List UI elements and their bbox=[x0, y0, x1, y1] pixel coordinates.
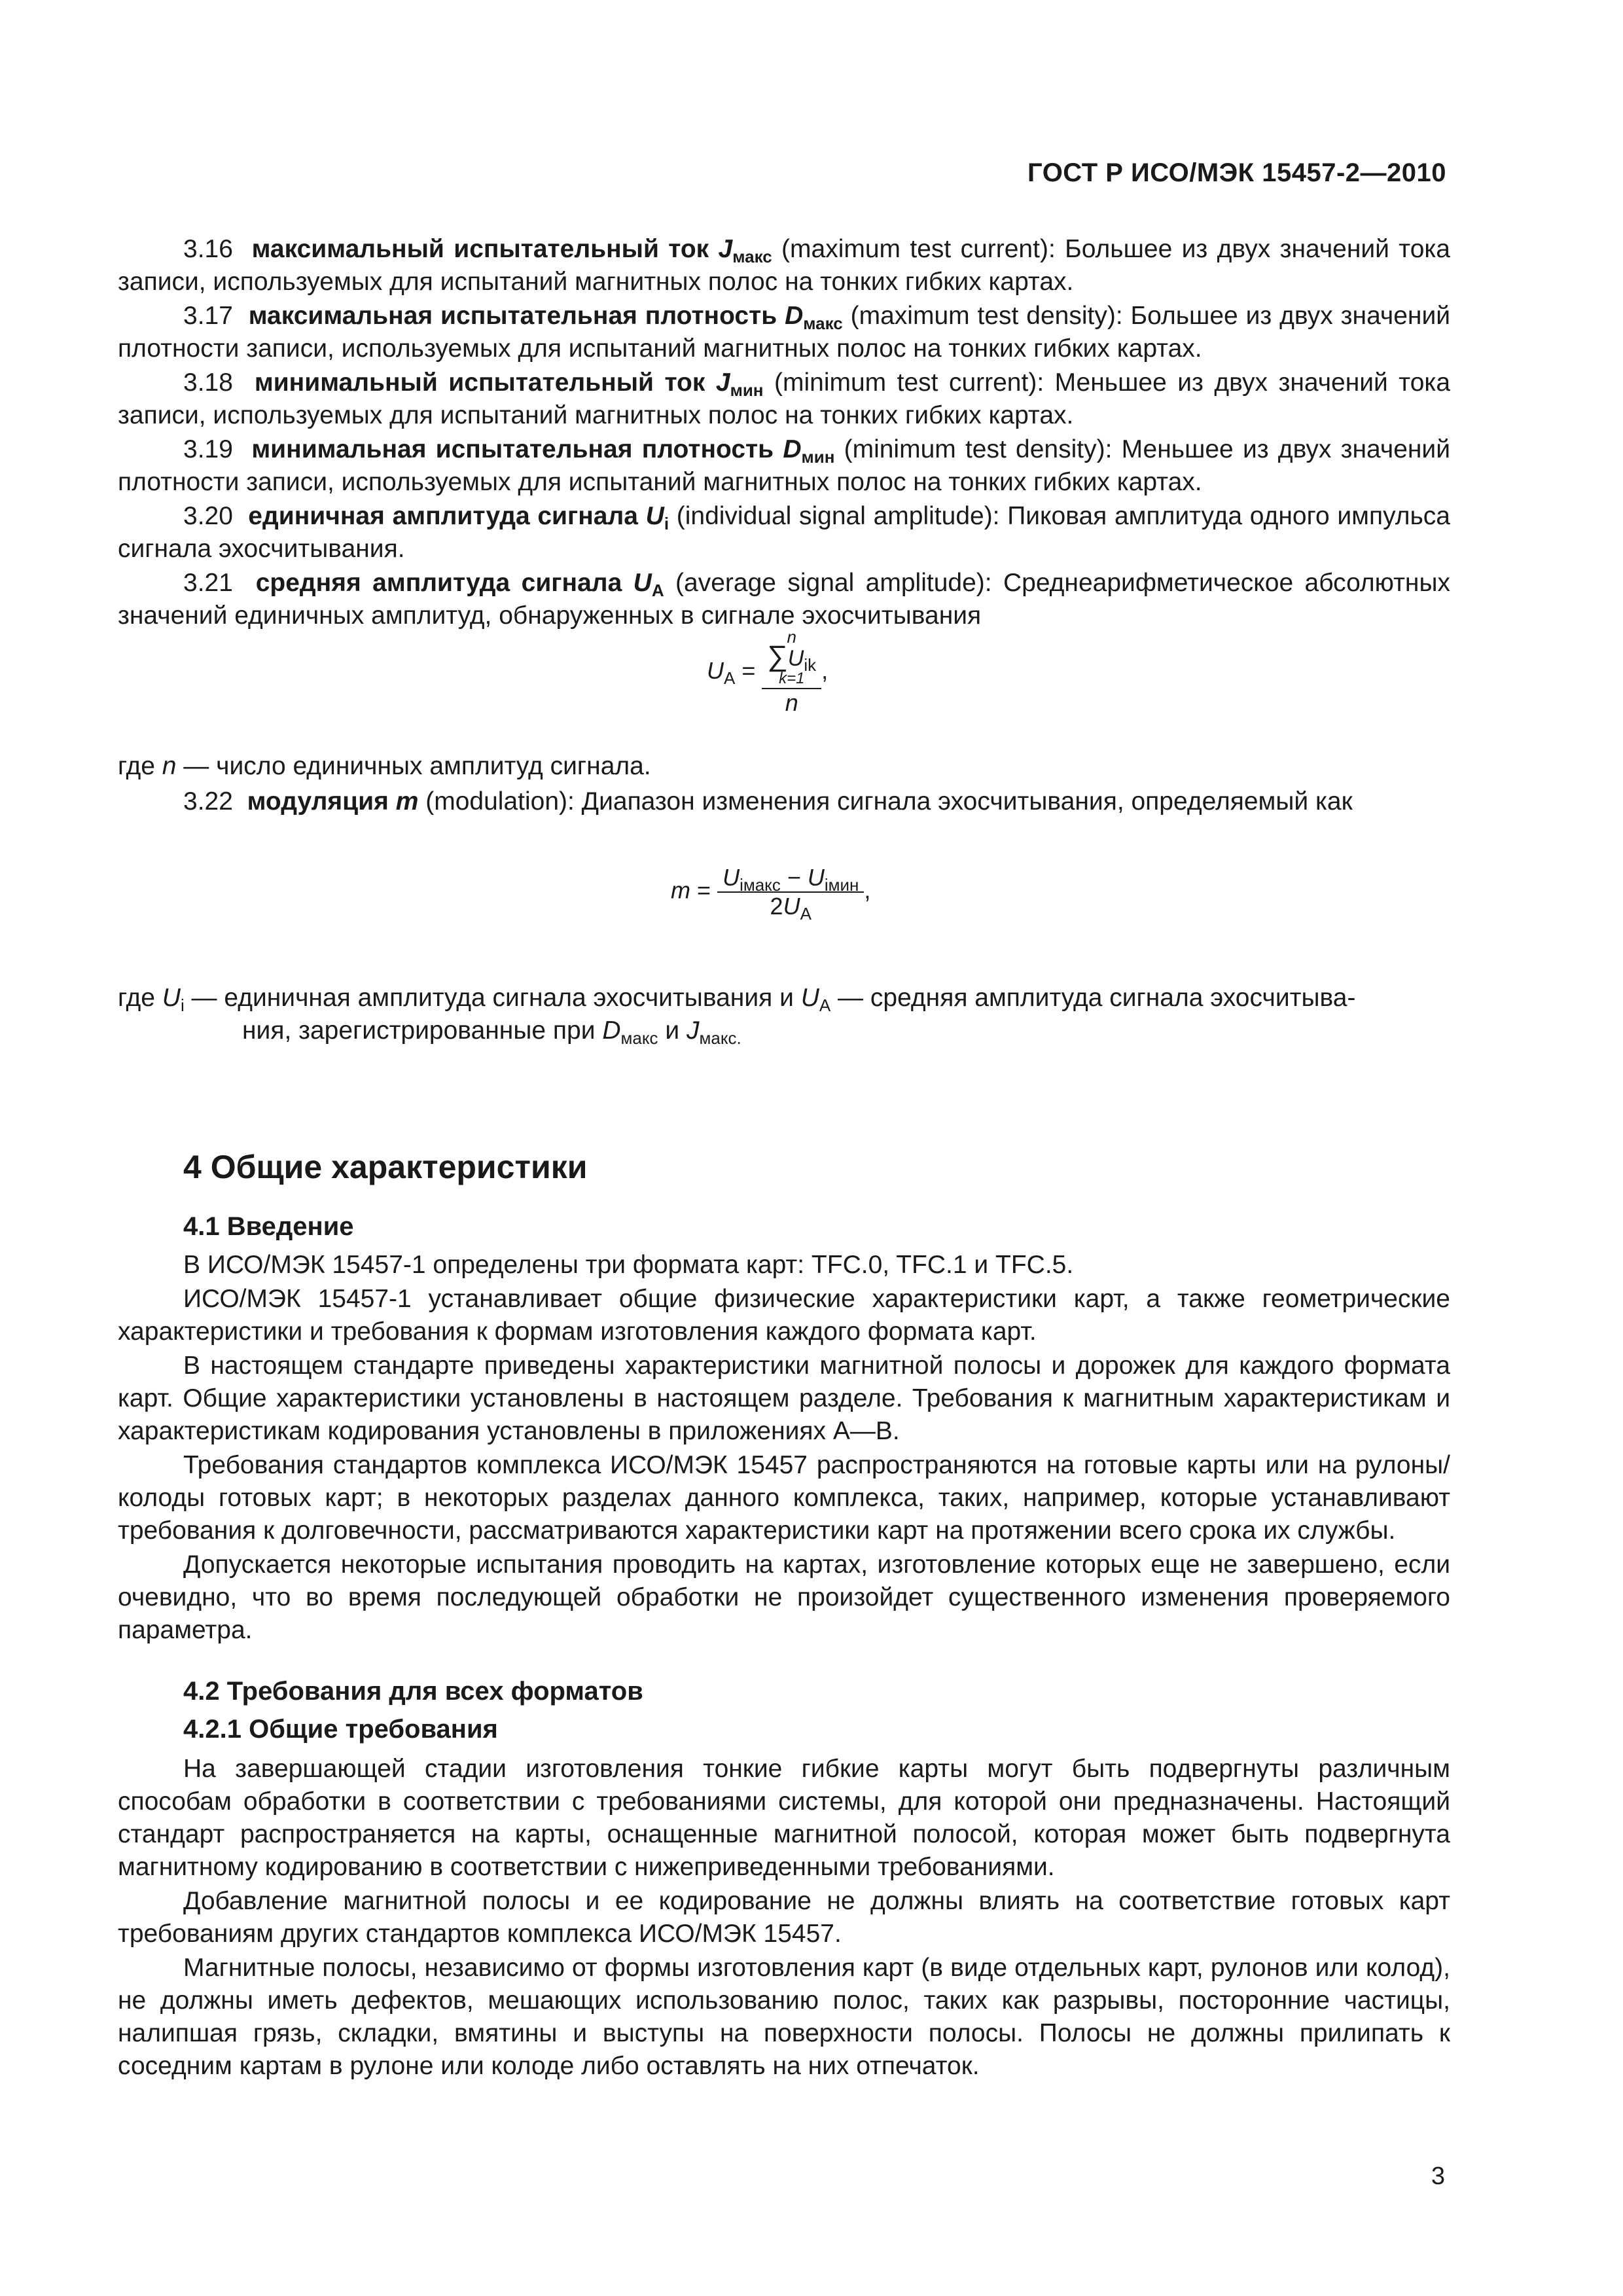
definition-3-21: 3.21 средняя амплитуда сигнала $U_A$ (average signal amplitude): Среднеарифметическое абсолютных значений единичных амплитуд, обнаруженных в сигнале эхосчитывания bbox=[118, 569, 1450, 630]
section-4-2-1-text bbox=[118, 1753, 1450, 2083]
paragraph: В ИСО/МЭК 15457-1 определены три формата карт: TFC.0, TFC.1 и TFC.5. bbox=[183, 1251, 1074, 1279]
document-header: ГОСТ Р ИСО/МЭК 15457-2—2010 bbox=[1027, 158, 1446, 187]
paragraph: Допускается некоторые испытания проводить на картах, изготовление которых еще не завершено, если очевидно, что во время последующей обработки не произойдет существенного изменения проверяемого параметра. bbox=[118, 1551, 1450, 1644]
definition-3-19: 3.19 минимальная испытательная плотность $D_{мин}$ (minimum test density): Меньшее из двух значений плотности записи, используемых для испытаний магнитных полос на тонких гибких картах. bbox=[118, 435, 1450, 496]
paragraph: Требования стандартов комплекса ИСО/МЭК 15457 распространяются на готовые карты или на рулоны/колоды готовых карт; в некоторых разделах данного комплекса, таких, например, которые устанавливают требования к долговечности, рассматриваются характеристики карт на протяжении всего срока их службы. bbox=[118, 1451, 1450, 1545]
formula-modulation: m = $\frac{U_{iмакс} - U_{iмин}}{2U_A}$ , bbox=[671, 864, 871, 924]
definition-3-18: 3.18 минимальный испытательный ток $J_{мин}$ (minimum test current): Меньшее из двух значений тока записи, используемых для испытаний магнитных полос на тонких гибких картах. bbox=[118, 368, 1451, 429]
paragraph: На завершающей стадии изготовления тонкие гибкие карты могут быть подвергнуты различным способам обработки в соответствии с требованиями системы, для которой они предназначены. Настоящий стандарт распространяется на карты, оснащенные магнитной полосой, которая может быть подвергнута магнитному кодированию в соответствии с нижеприведенными требованиями. bbox=[118, 1755, 1450, 1881]
formula-fraction: n $\sum U_{ik}$ k=1 n bbox=[762, 628, 821, 717]
where-note-2: где $U_i$ — единичная амплитуда сигнала эхосчитывания и $U_A$ — средняя амплитуда сигнала эхосчитыва- ния, зарегистрированные при $D_{макс}$ и $J_{макс.}$ bbox=[118, 984, 1356, 1048]
formula-fraction: $\frac{U_{iмакс} - U_{iмин}}{2U_A}$ bbox=[717, 864, 864, 920]
definition-3-16: 3.16 максимальный испытательный ток $J_{макс}$ (maximum test current): Большее из двух значений тока записи, используемых для испытаний магнитных полос на тонких гибких картах. bbox=[118, 235, 1450, 296]
section-4-2-heading: 4.2 Требования для всех форматов bbox=[183, 1677, 643, 1706]
paragraph: ИСО/МЭК 15457-1 устанавливает общие физические характеристики карт, а также геометрические характеристики и требования к формам изготовления каждого формата карт. bbox=[118, 1285, 1450, 1346]
paragraph: Магнитные полосы, независимо от формы изготовления карт (в виде отдельных карт, рулонов или колод), не должны иметь дефектов, мешающих использованию полос, таких как разрывы, посторонние частицы, налипшая грязь, складки, вмятины и выступы на поверхности полосы. Полосы не должны прилипать к соседним картам в рулоне или колоде либо оставлять на них отпечаток. bbox=[118, 1954, 1450, 2080]
section-4-2-1-heading: 4.2.1 Общие требования bbox=[183, 1715, 498, 1744]
paragraph: Добавление магнитной полосы и ее кодирование не должны влиять на соответствие готовых карт требованиям других стандартов комплекса ИСО/МЭК 15457. bbox=[118, 1887, 1450, 1948]
page-number: 3 bbox=[1431, 2162, 1445, 2190]
paragraph: В настоящем стандарте приведены характеристики магнитной полосы и дорожек для каждого формата карт. Общие характеристики установлены в настоящем разделе. Требования к магнитным характеристикам и характеристикам кодирования установлены в приложениях А—В. bbox=[118, 1352, 1450, 1445]
formula-average-amplitude: $U_A$ = n $\sum U_{ik}$ k=1 n , bbox=[707, 627, 829, 716]
section-4-1-heading: 4.1 Введение bbox=[183, 1212, 354, 1241]
definitions-block bbox=[118, 233, 1450, 632]
section-4-1-text bbox=[118, 1249, 1450, 1647]
where-note-1: где n — число единичных амплитуд сигнала. 3.22 модуляция m (modulation): Диапазон изменения сигнала эхосчитывания, определяемый как bbox=[118, 750, 1450, 818]
section-4-heading: 4 Общие характеристики bbox=[183, 1149, 588, 1185]
definition-3-17: 3.17 максимальная испытательная плотность $D_{макс}$ (maximum test density): Большее из двух значений плотности записи, используемых для испытаний магнитных полос на тонких гибких картах. bbox=[118, 302, 1451, 363]
definition-3-20: 3.20 единичная амплитуда сигнала $U_i$ (individual signal amplitude): Пиковая амплитуда одного импульса сигнала эхосчитывания. bbox=[118, 502, 1450, 563]
definition-3-22: 3.22 модуляция m (modulation): Диапазон изменения сигнала эхосчитывания, определяемый как bbox=[183, 787, 1353, 816]
